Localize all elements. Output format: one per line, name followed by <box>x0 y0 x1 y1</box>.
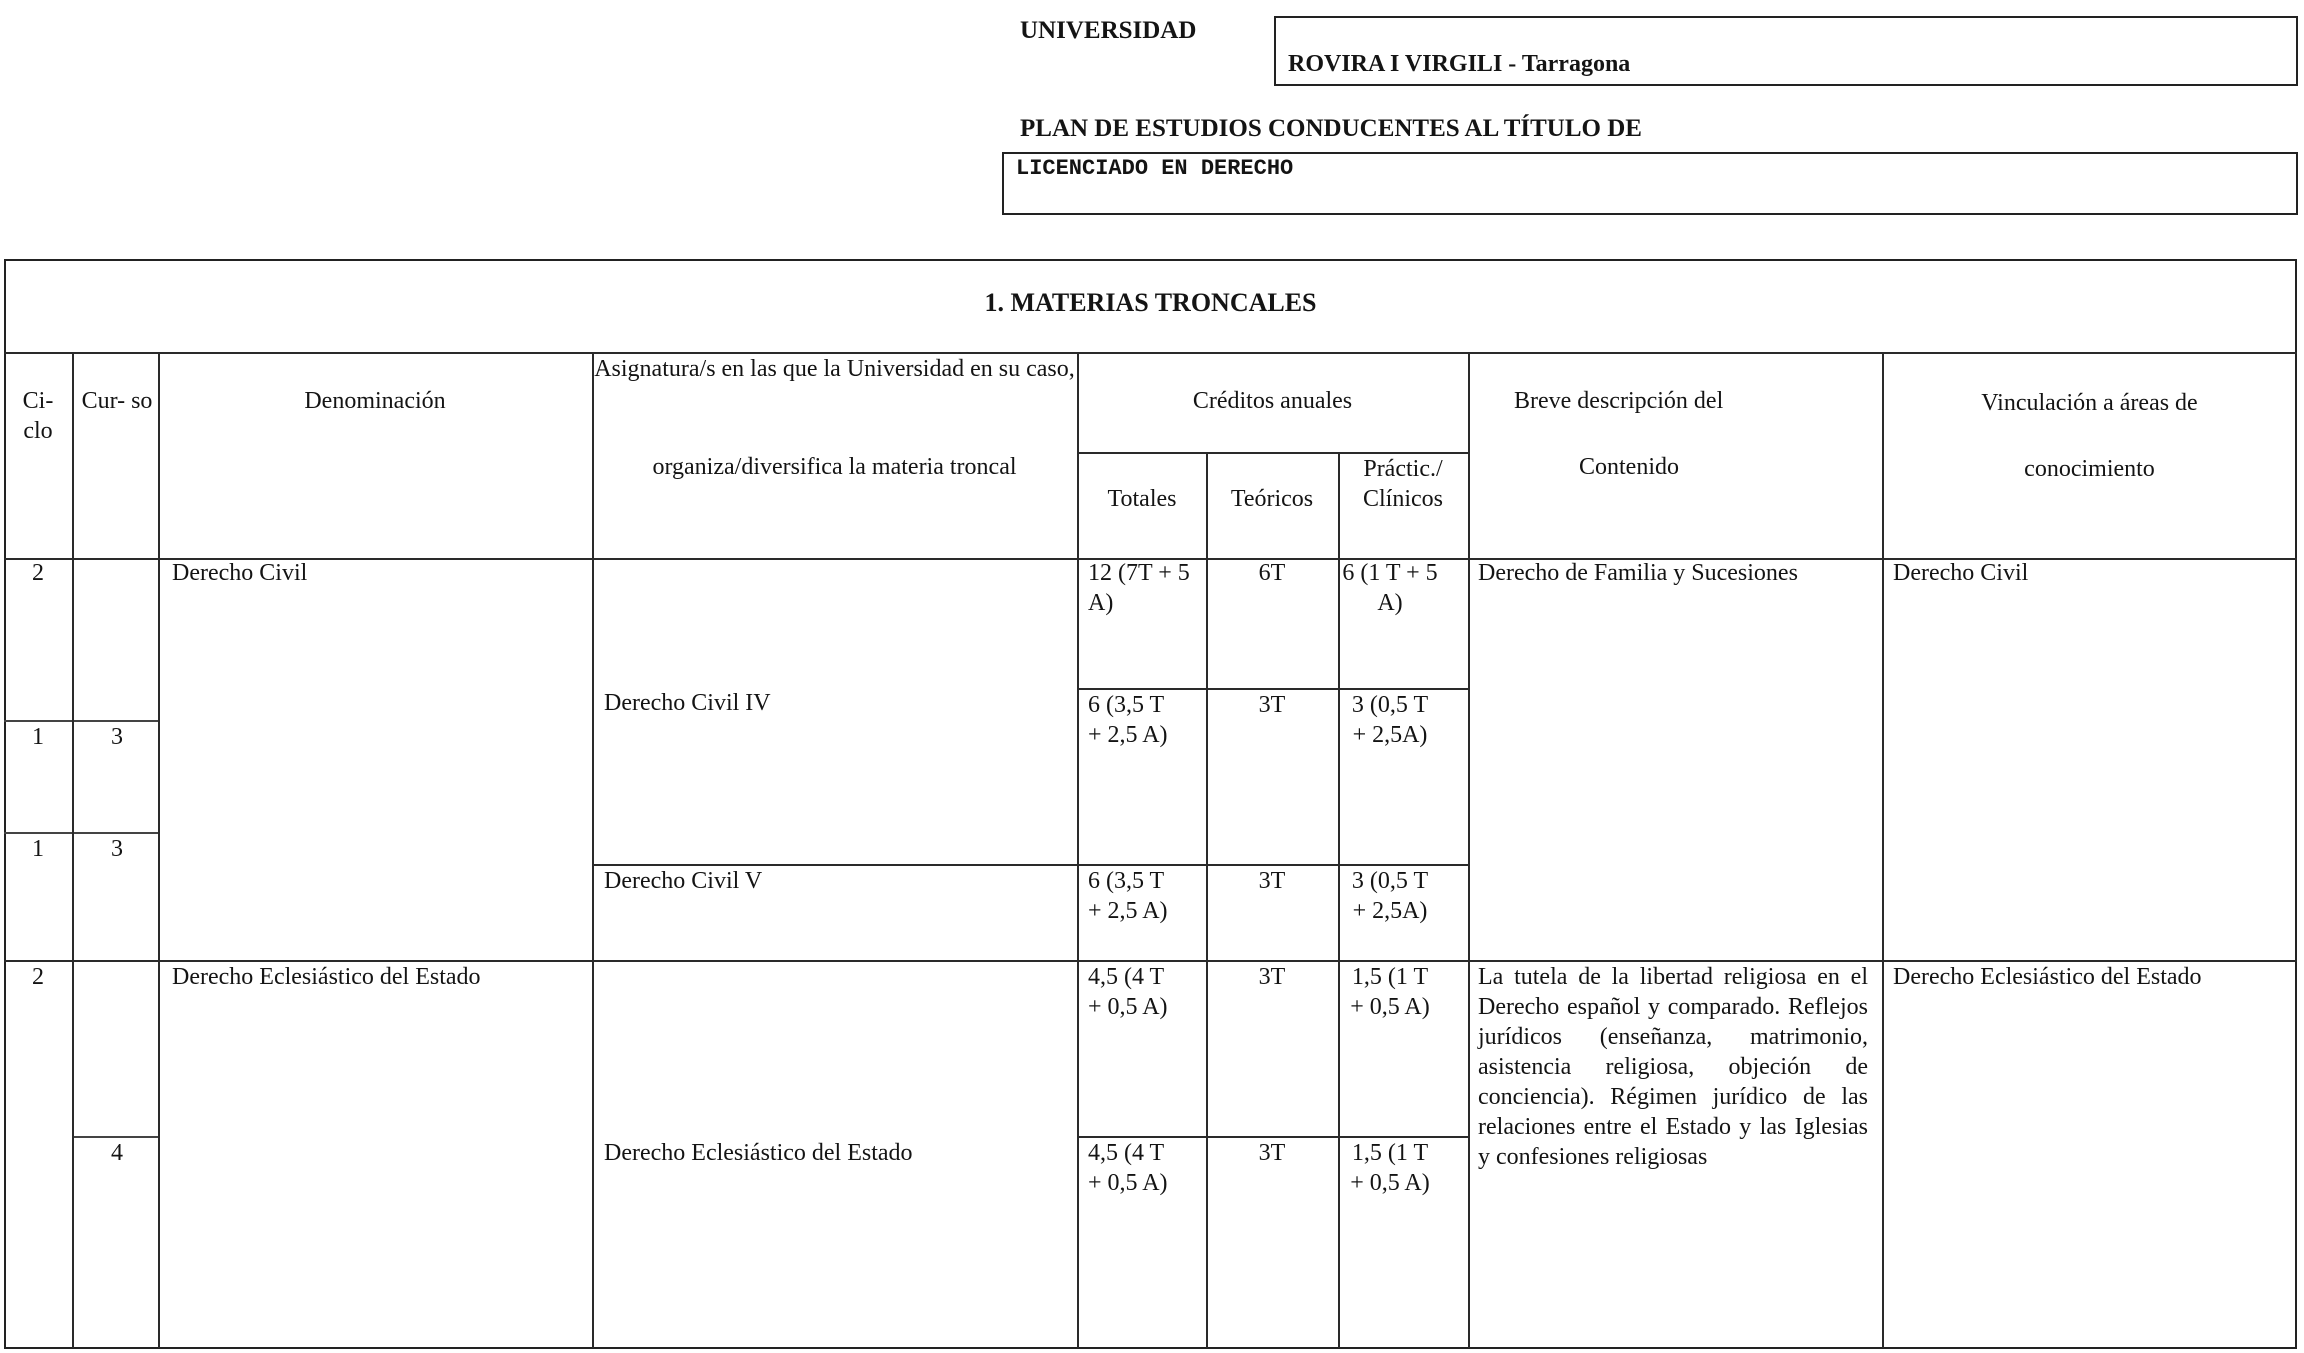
col-creditos: Créditos anuales <box>1192 388 1353 414</box>
degree-box <box>1002 152 2298 215</box>
civil-row1-totales: 12 (7T + 5 A) <box>1088 560 1190 616</box>
col-teoricos: Teóricos <box>1230 486 1314 512</box>
eclesiastico-row1-totales: 4,5 (4 T + 0,5 A) <box>1088 964 1168 1020</box>
col-vinculacion-top: Vinculación a áreas de <box>1981 390 2198 416</box>
eclesiastico-row1-teoricos: 3T <box>1258 964 1286 990</box>
title-divider <box>4 352 2297 354</box>
degree-title: LICENCIADO EN DERECHO <box>1016 156 1294 181</box>
col-denominacion: Denominación <box>304 388 446 414</box>
col-descripcion-bottom: Contenido <box>1579 454 1679 480</box>
eclesiastico-descripcion: La tutela de la libertad religiosa en el Derecho español y comparado. Reflejos jurídicos (enseñanza, matrimonio, asistencia religiosa, objeción de conciencia). Régimen jurídico de las relaciones entre el Estado y las Iglesias y confesiones religiosas <box>1478 964 1868 1170</box>
civil-vinculacion: Derecho Civil <box>1893 560 2029 586</box>
eclesiastico-row2-curso: 4 <box>111 1140 123 1166</box>
civil-row2-curso: 3 <box>111 724 123 750</box>
civil-row2-totales: 6 (3,5 T + 2,5 A) <box>1088 692 1168 748</box>
col-practicos: Práctic./ Clínicos <box>1362 456 1443 512</box>
civil-row2-teoricos: 3T <box>1258 692 1286 718</box>
plan-label: PLAN DE ESTUDIOS CONDUCENTES AL TÍTULO DE <box>1020 115 1642 142</box>
col-curso: Cur- so <box>81 388 153 414</box>
eclesiastico-vinculacion: Derecho Eclesiástico del Estado <box>1893 964 2202 990</box>
university-name: ROVIRA I VIRGILI - Tarragona <box>1288 51 1631 77</box>
eclesiastico-row2-totales: 4,5 (4 T + 0,5 A) <box>1088 1140 1168 1196</box>
civil-row3-practicos: 3 (0,5 T + 2,5A) <box>1351 868 1429 924</box>
civil-row3-totales: 6 (3,5 T + 2,5 A) <box>1088 868 1168 924</box>
eclesiastico-row2-teoricos: 3T <box>1258 1140 1286 1166</box>
civil-row1-teoricos: 6T <box>1258 560 1286 586</box>
civil-denominacion: Derecho Civil <box>172 560 308 586</box>
col-totales: Totales <box>1107 486 1177 512</box>
civil-row3-curso: 3 <box>111 836 123 862</box>
civil-descripcion: Derecho de Familia y Sucesiones <box>1478 560 1798 586</box>
col-asignatura-top: Asignatura/s en las que la Universidad en su caso, <box>594 356 1075 382</box>
table-title: 1. MATERIAS TRONCALES <box>984 288 1317 317</box>
eclesiastico-ciclo: 2 <box>32 964 44 990</box>
civil-row3-teoricos: 3T <box>1258 868 1286 894</box>
eclesiastico-row2-asignatura: Derecho Eclesiástico del Estado <box>604 1140 913 1166</box>
col-vinculacion-bottom: conocimiento <box>2024 456 2155 482</box>
civil-row2-ciclo: 1 <box>32 724 44 750</box>
university-label: UNIVERSIDAD <box>1020 17 1197 44</box>
civil-row2-asignatura: Derecho Civil IV <box>604 690 771 716</box>
col-descripcion-top: Breve descripción del <box>1514 388 1724 414</box>
eclesiastico-row2-practicos: 1,5 (1 T + 0,5 A) <box>1350 1140 1430 1196</box>
eclesiastico-row1-practicos: 1,5 (1 T + 0,5 A) <box>1350 964 1430 1020</box>
civil-ciclo: 2 <box>32 560 44 586</box>
civil-row1-practicos: 6 (1 T + 5 A) <box>1342 560 1438 616</box>
civil-row2-practicos: 3 (0,5 T + 2,5A) <box>1351 692 1429 748</box>
civil-row3-ciclo: 1 <box>32 836 44 862</box>
col-ciclo: Ci- clo <box>22 388 54 444</box>
col-asignatura-bottom: organiza/diversifica la materia troncal <box>652 454 1017 480</box>
civil-row3-asignatura: Derecho Civil V <box>604 868 763 894</box>
eclesiastico-denominacion: Derecho Eclesiástico del Estado <box>172 964 481 990</box>
university-name-box <box>1274 16 2298 86</box>
